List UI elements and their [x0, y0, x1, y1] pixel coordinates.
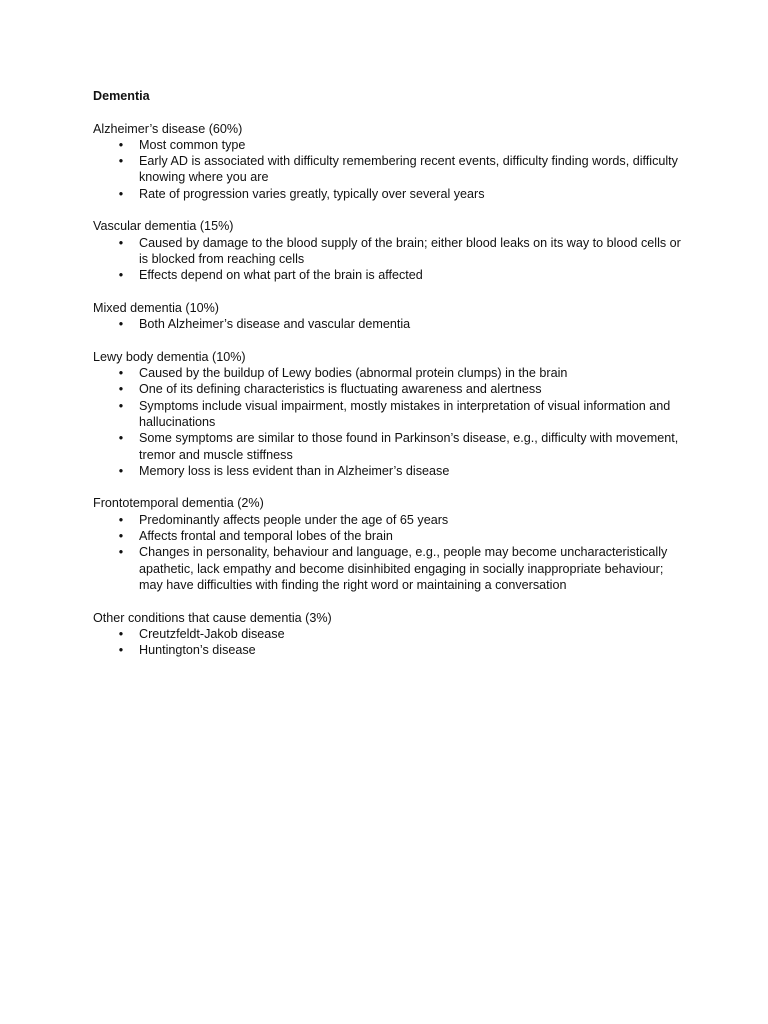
- bullet-icon: •: [118, 366, 124, 381]
- bullet-icon: •: [118, 382, 124, 397]
- bullet-icon: •: [118, 643, 124, 658]
- bullet-icon: •: [118, 186, 124, 201]
- bullet-list: [93, 235, 683, 284]
- section-heading: Mixed dementia (10%): [93, 300, 219, 315]
- section: [93, 300, 683, 333]
- bullet-list: [93, 137, 683, 202]
- document-title: Dementia: [93, 89, 150, 103]
- section-heading: Alzheimer’s disease (60%): [93, 121, 243, 136]
- list-item: [93, 463, 683, 479]
- list-item: [93, 398, 683, 431]
- bullet-list: [93, 626, 683, 659]
- bullet-list: [93, 365, 683, 479]
- bullet-icon: •: [118, 512, 124, 527]
- list-item: [93, 137, 683, 153]
- document-body: [93, 88, 683, 675]
- bullet-icon: •: [118, 137, 124, 152]
- bullet-list: [93, 512, 683, 593]
- list-item-text: One of its defining characteristics is fluctuating awareness and alertness: [139, 382, 542, 397]
- bullet-icon: •: [118, 154, 124, 169]
- list-item-text: Caused by damage to the blood supply of the brain; either blood leaks on its way to blood cells or is blocked from reaching cells: [139, 235, 681, 266]
- list-item-text: Memory loss is less evident than in Alzheimer’s disease: [139, 463, 450, 478]
- list-item-text: Changes in personality, behaviour and language, e.g., people may become uncharacteristically apathetic, lack empathy and become disinhibited engaging in socially inappropriate behaviour; may have difficulties with finding the right word or maintaining a conversation: [139, 545, 668, 592]
- list-item: [93, 528, 683, 544]
- list-item-text: Early AD is associated with difficulty remembering recent events, difficulty finding words, difficulty knowing where you are: [139, 154, 678, 185]
- section: [93, 349, 683, 479]
- bullet-icon: •: [118, 268, 124, 283]
- list-item-text: Huntington’s disease: [139, 643, 256, 658]
- list-item-text: Effects depend on what part of the brain is affected: [139, 268, 423, 283]
- list-item: [93, 153, 683, 186]
- list-item: [93, 381, 683, 397]
- list-item-text: Caused by the buildup of Lewy bodies (abnormal protein clumps) in the brain: [139, 366, 568, 381]
- section: [93, 610, 683, 659]
- list-item: [93, 235, 683, 268]
- list-item-text: Most common type: [139, 137, 246, 152]
- section-heading: Other conditions that cause dementia (3%): [93, 610, 332, 625]
- list-item: [93, 544, 683, 593]
- list-item: [93, 430, 683, 463]
- list-item-text: Symptoms include visual impairment, mostly mistakes in interpretation of visual information and hallucinations: [139, 398, 671, 429]
- bullet-icon: •: [118, 235, 124, 250]
- list-item-text: Affects frontal and temporal lobes of the brain: [139, 529, 393, 544]
- section: [93, 121, 683, 202]
- bullet-list: [93, 316, 683, 332]
- bullet-icon: •: [118, 463, 124, 478]
- list-item: [93, 626, 683, 642]
- bullet-icon: •: [118, 529, 124, 544]
- list-item: [93, 512, 683, 528]
- section-heading: Lewy body dementia (10%): [93, 349, 246, 364]
- bullet-icon: •: [118, 317, 124, 332]
- list-item-text: Both Alzheimer’s disease and vascular dementia: [139, 317, 411, 332]
- bullet-icon: •: [118, 545, 124, 560]
- sections-container: [93, 121, 683, 659]
- list-item-text: Creutzfeldt-Jakob disease: [139, 626, 285, 641]
- list-item-text: Predominantly affects people under the age of 65 years: [139, 512, 449, 527]
- bullet-icon: •: [118, 398, 124, 413]
- section-heading: Frontotemporal dementia (2%): [93, 496, 264, 511]
- section: [93, 218, 683, 283]
- list-item-text: Some symptoms are similar to those found in Parkinson’s disease, e.g., difficulty with movement, tremor and muscle stiffness: [139, 431, 679, 462]
- list-item: [93, 365, 683, 381]
- section: [93, 495, 683, 593]
- bullet-icon: •: [118, 431, 124, 446]
- list-item: [93, 642, 683, 658]
- list-item: [93, 267, 683, 283]
- list-item-text: Rate of progression varies greatly, typically over several years: [139, 186, 485, 201]
- section-heading: Vascular dementia (15%): [93, 219, 234, 234]
- bullet-icon: •: [118, 626, 124, 641]
- list-item: [93, 316, 683, 332]
- list-item: [93, 186, 683, 202]
